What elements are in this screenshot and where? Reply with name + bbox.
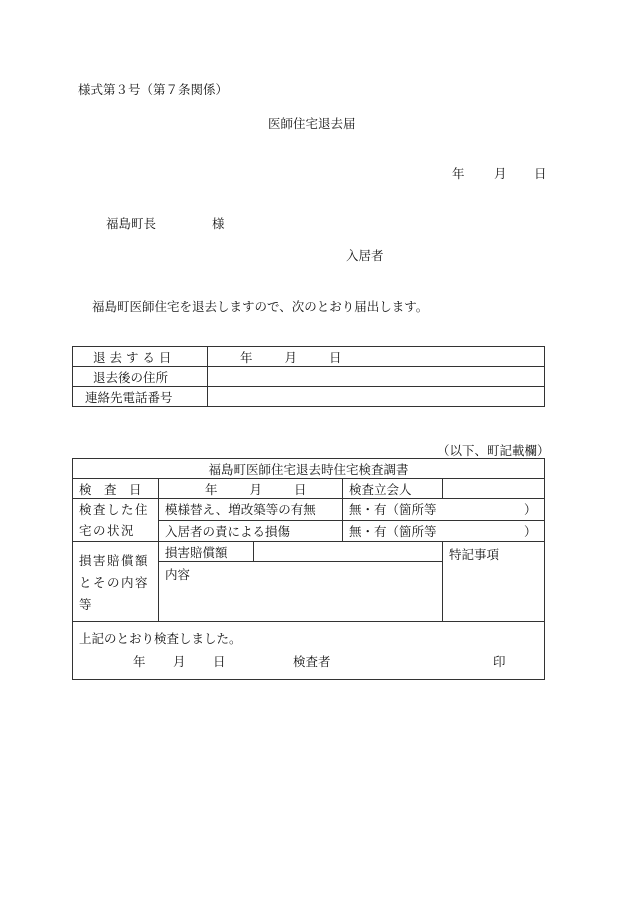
inspection-month: 月 [249,481,263,497]
move-out-day: 日 [329,349,342,365]
witness-label: 検査立会人 [343,479,443,499]
move-out-table [72,346,545,407]
inspection-table [72,458,545,680]
phone-label: 連絡先電話番号 [73,387,208,407]
date-year: 年 [452,166,465,181]
sign-day: 日 [213,654,226,669]
confirmation-cell [73,622,545,680]
form-number: 様式第３号（第７条関係） [78,82,229,97]
body-text: 福島町医師住宅を退去しますので、次のとおり届出します。 [92,299,429,314]
document-title: 医師住宅退去届 [268,116,356,131]
damage-item-label: 入居者の責による損傷 [159,520,343,542]
house-status-label: 検査した住 宅の状況 [73,499,159,542]
date-month: 月 [494,166,507,181]
addressee-name: 福島町長 [106,216,157,231]
town-note: （以下、町記載欄） [437,443,550,458]
move-out-date-cell [208,347,545,367]
sign-year: 年 [133,654,146,669]
seal-mark: 印 [493,654,506,669]
damage-item-value: 無・有（箇所等 ） [343,520,545,542]
inspection-date-cell [159,479,343,499]
compensation-amount-label: 損害賠償額 [159,542,254,562]
move-out-date-label: 退 去 す る 日 [73,347,208,367]
renovation-value: 無・有（箇所等 ） [343,499,545,521]
content-label: 内容 [159,562,443,622]
witness-value [443,479,545,499]
new-address-label: 退去後の住所 [73,367,208,387]
addressee-honorific: 様 [212,216,225,231]
compensation-label: 損害賠償額 とその内容 等 [73,542,159,622]
confirmation-text: 上記のとおり検査しました。 [79,631,242,646]
resident-label: 入居者 [346,248,384,263]
inspector-label: 検査者 [293,654,331,669]
inspection-date-label: 検 査 日 [73,479,159,499]
renovation-label: 模様替え、増改築等の有無 [159,499,343,521]
move-out-year: 年 [240,349,253,365]
compensation-amount-value [254,542,443,562]
move-out-month: 月 [284,349,298,365]
date-day: 日 [534,166,547,181]
sign-month: 月 [173,654,186,669]
new-address-value [208,367,545,387]
phone-value [208,387,545,407]
inspection-day: 日 [294,481,307,497]
inspection-year: 年 [205,481,218,497]
special-notes-label: 特記事項 [443,542,545,622]
inspection-title: 福島町医師住宅退去時住宅検査調書 [73,459,545,479]
inspector-sign-line [79,652,538,670]
